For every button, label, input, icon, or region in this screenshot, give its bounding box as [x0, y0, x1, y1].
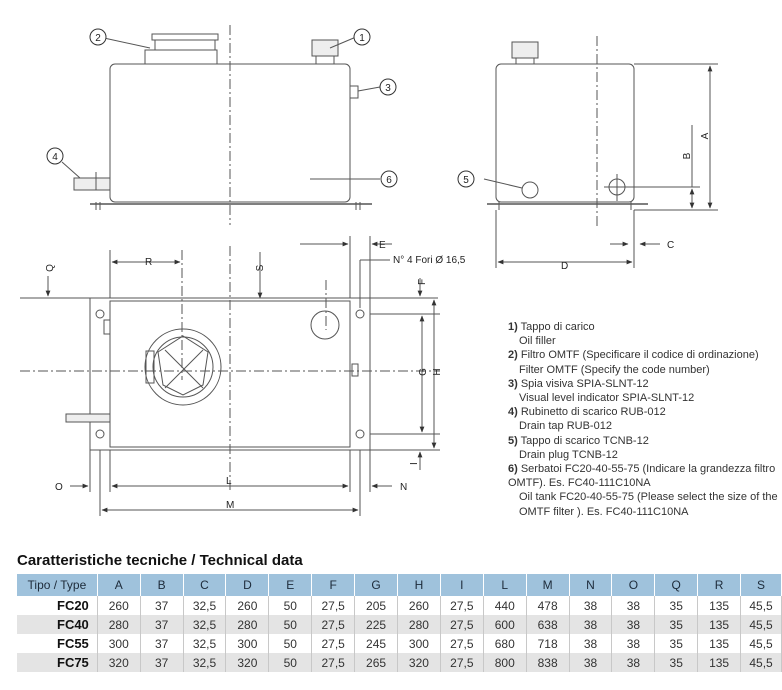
header-e: E [269, 574, 312, 596]
table-cell: 50 [269, 596, 312, 615]
callout-2: 2 [95, 33, 101, 44]
table-cell: 45,5 [741, 596, 782, 615]
table-cell: FC20 [17, 596, 97, 615]
table-cell: 38 [612, 653, 655, 672]
table-cell: 38 [612, 615, 655, 634]
table-cell: 35 [655, 596, 698, 615]
table-cell: 440 [483, 596, 526, 615]
table-cell: 32,5 [183, 653, 226, 672]
legend-item [508, 320, 778, 348]
table-cell: 600 [483, 615, 526, 634]
table-cell: FC55 [17, 634, 97, 653]
header-m: M [526, 574, 569, 596]
legend-italian: Spia visiva SPIA-SLNT-12 [520, 377, 649, 390]
table-cell: 37 [140, 653, 183, 672]
dim-label-o: O [55, 482, 63, 493]
legend-number: 1) [508, 321, 518, 333]
table-cell: 135 [698, 634, 741, 653]
legend-english: Filter OMTF (Specify the code number) [519, 363, 710, 376]
table-cell: 135 [698, 653, 741, 672]
side-view [484, 36, 718, 268]
table-cell: 38 [569, 615, 612, 634]
table-cell: 320 [226, 653, 269, 672]
header-r: R [698, 574, 741, 596]
table-cell: 27,5 [312, 634, 355, 653]
table-cell: 32,5 [183, 615, 226, 634]
legend-number: 3) [508, 377, 518, 390]
table-cell: 27,5 [312, 615, 355, 634]
legend-number: 5) [508, 434, 518, 447]
dim-label-g: G [418, 368, 429, 376]
legend-italian: Tappo di scarico TCNB-12 [520, 434, 649, 447]
header-o: O [612, 574, 655, 596]
table-cell: 50 [269, 653, 312, 672]
table-cell: 37 [140, 634, 183, 653]
header-n: N [569, 574, 612, 596]
table-row [17, 653, 782, 672]
table-cell: 245 [355, 634, 398, 653]
callout-6: 6 [386, 175, 392, 186]
header-a: A [97, 574, 140, 596]
header-g: G [355, 574, 398, 596]
legend-italian: Rubinetto di scarico RUB-012 [520, 406, 666, 419]
dim-label-f: F [417, 278, 428, 285]
legend-english: Drain tap RUB-012 [519, 420, 612, 433]
dim-label-q: Q [45, 264, 56, 272]
legend-number: 2) [508, 349, 518, 362]
table-cell: 35 [655, 634, 698, 653]
header-h: H [398, 574, 441, 596]
table-cell: 260 [398, 596, 441, 615]
table-title: Caratteristiche tecniche / Technical data [17, 552, 303, 569]
table-cell: 478 [526, 596, 569, 615]
table-cell: 50 [269, 634, 312, 653]
table-cell: 838 [526, 653, 569, 672]
table-cell: 718 [526, 634, 569, 653]
table-cell: 27,5 [440, 634, 483, 653]
holes-note: N° 4 Fori Ø 16,5 [393, 255, 466, 266]
dim-label-b: B [682, 152, 693, 160]
table-cell: 38 [612, 634, 655, 653]
table-cell: 45,5 [741, 615, 782, 634]
legend-english: Oil filler [519, 335, 556, 348]
table-cell: 35 [655, 615, 698, 634]
legend [508, 320, 778, 519]
legend-english: Oil tank FC20-40-55-75 (Please select the size of the OMTF filter ). Es. FC40-111C10NA [519, 491, 778, 518]
legend-item [508, 377, 778, 405]
dim-label-e: E [379, 240, 386, 251]
table-cell: 35 [655, 653, 698, 672]
table-cell: FC40 [17, 615, 97, 634]
table-cell: 27,5 [312, 653, 355, 672]
table-cell: 680 [483, 634, 526, 653]
table-cell: 300 [226, 634, 269, 653]
legend-number: 6) [508, 463, 518, 476]
header-b: B [140, 574, 183, 596]
legend-item [508, 348, 778, 376]
header-s: S [741, 574, 782, 596]
table-cell: 260 [97, 596, 140, 615]
header-q: Q [655, 574, 698, 596]
table-cell: 38 [569, 634, 612, 653]
header-d: D [226, 574, 269, 596]
table-cell: 280 [398, 615, 441, 634]
table-row [17, 634, 782, 653]
table-cell: 38 [569, 653, 612, 672]
callout-4: 4 [52, 152, 58, 163]
table-cell: 280 [97, 615, 140, 634]
table-cell: 50 [269, 615, 312, 634]
dim-label-l: L [226, 476, 232, 487]
table-cell: 27,5 [312, 596, 355, 615]
table-cell: 800 [483, 653, 526, 672]
legend-italian: Serbatoi FC20-40-55-75 (Indicare la grandezza filtro OMTF). Es. FC40-111C10NA [508, 463, 776, 490]
table-cell: 320 [398, 653, 441, 672]
table-cell: 300 [398, 634, 441, 653]
legend-italian: Filtro OMTF (Specificare il codice di ordinazione) [520, 349, 759, 362]
table-cell: 32,5 [183, 596, 226, 615]
table-cell: 37 [140, 615, 183, 634]
table-cell: 135 [698, 615, 741, 634]
header-type: Tipo / Type [17, 574, 97, 596]
technical-data-table [17, 574, 782, 672]
legend-english: Drain plug TCNB-12 [519, 448, 618, 461]
header-i: I [440, 574, 483, 596]
table-cell: 27,5 [440, 596, 483, 615]
dim-label-i: I [409, 462, 420, 465]
dim-label-n: N [400, 482, 408, 493]
table-cell: 32,5 [183, 634, 226, 653]
table-cell: 38 [612, 596, 655, 615]
table-row [17, 596, 782, 615]
header-c: C [183, 574, 226, 596]
table-cell: 280 [226, 615, 269, 634]
legend-italian: Tappo di carico [520, 321, 595, 333]
legend-item [508, 462, 778, 519]
table-row [17, 615, 782, 634]
callout-5: 5 [463, 175, 469, 186]
table-cell: 205 [355, 596, 398, 615]
table-cell: 38 [569, 596, 612, 615]
table-cell: 27,5 [440, 653, 483, 672]
table-cell: 37 [140, 596, 183, 615]
table-cell: 45,5 [741, 653, 782, 672]
dim-label-c: C [667, 240, 675, 251]
table-cell: 135 [698, 596, 741, 615]
callout-1: 1 [359, 33, 365, 44]
top-view [20, 236, 440, 516]
header-l: L [483, 574, 526, 596]
header-f: F [312, 574, 355, 596]
table-cell: 638 [526, 615, 569, 634]
table-cell: 300 [97, 634, 140, 653]
dim-label-a: A [700, 132, 711, 140]
table-cell: 265 [355, 653, 398, 672]
dim-label-h: H [432, 368, 443, 376]
legend-english: Visual level indicator SPIA-SLNT-12 [519, 392, 695, 405]
table-cell: 260 [226, 596, 269, 615]
legend-number: 4) [508, 406, 518, 419]
table-cell: 45,5 [741, 634, 782, 653]
dim-label-r: R [145, 257, 153, 268]
callout-3: 3 [385, 83, 391, 94]
table-header-row [17, 574, 782, 596]
table-cell: 320 [97, 653, 140, 672]
dim-label-s: S [255, 264, 266, 272]
dim-label-d: D [561, 261, 569, 272]
legend-item [508, 434, 778, 462]
dim-label-m: M [226, 500, 235, 511]
front-view [62, 25, 380, 225]
table-cell: 225 [355, 615, 398, 634]
legend-item [508, 405, 778, 433]
table-cell: 27,5 [440, 615, 483, 634]
table-cell: FC75 [17, 653, 97, 672]
